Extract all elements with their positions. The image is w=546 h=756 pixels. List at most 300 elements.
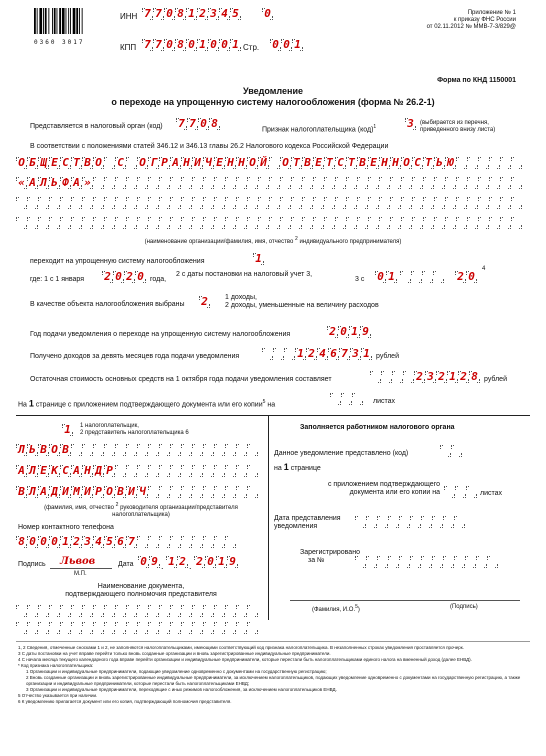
char-cell[interactable] (104, 444, 115, 456)
char-cell[interactable]: 2 (327, 326, 338, 338)
char-cell[interactable]: Р (93, 486, 104, 498)
char-cell[interactable] (273, 348, 284, 360)
doc-name-line-1[interactable] (16, 605, 258, 617)
char-cell[interactable] (410, 556, 421, 568)
char-cell[interactable]: 0 (208, 39, 219, 51)
char-cell[interactable]: 1 (230, 39, 241, 51)
date-year[interactable] (194, 556, 238, 568)
char-cell[interactable]: 1 (295, 348, 306, 360)
char-cell[interactable]: 2 (194, 556, 205, 568)
char-cell[interactable] (115, 217, 126, 229)
char-cell[interactable] (181, 217, 192, 229)
char-cell[interactable]: О (280, 157, 291, 169)
char-cell[interactable] (368, 217, 379, 229)
char-cell[interactable] (456, 177, 467, 189)
char-cell[interactable] (355, 516, 366, 528)
char-cell[interactable]: А (170, 157, 181, 169)
char-cell[interactable] (352, 393, 363, 405)
char-cell[interactable] (302, 177, 313, 189)
char-cell[interactable] (247, 486, 258, 498)
char-cell[interactable] (126, 465, 137, 477)
char-cell[interactable] (192, 536, 203, 548)
char-cell[interactable] (377, 556, 388, 568)
char-cell[interactable] (137, 622, 148, 634)
char-cell[interactable] (203, 605, 214, 617)
char-cell[interactable]: 0 (198, 118, 209, 130)
char-cell[interactable] (159, 622, 170, 634)
char-cell[interactable] (71, 605, 82, 617)
char-cell[interactable] (478, 157, 489, 169)
char-cell[interactable] (93, 197, 104, 209)
char-cell[interactable] (423, 197, 434, 209)
char-cell[interactable] (511, 197, 522, 209)
char-cell[interactable]: » (82, 177, 93, 189)
char-cell[interactable]: 5 (230, 8, 241, 20)
char-cell[interactable]: Т (71, 157, 82, 169)
char-cell[interactable] (27, 622, 38, 634)
char-cell[interactable]: О (104, 486, 115, 498)
char-cell[interactable]: А (38, 486, 49, 498)
char-cell[interactable] (489, 197, 500, 209)
char-cell[interactable] (137, 605, 148, 617)
char-cell[interactable]: 0 (27, 536, 38, 548)
char-cell[interactable] (214, 605, 225, 617)
char-cell[interactable]: Р (104, 465, 115, 477)
char-cell[interactable] (49, 197, 60, 209)
char-cell[interactable]: Н (181, 157, 192, 169)
char-cell[interactable] (203, 622, 214, 634)
char-cell[interactable] (466, 486, 477, 498)
org-line-2[interactable] (16, 177, 522, 189)
char-cell[interactable] (38, 217, 49, 229)
char-cell[interactable] (115, 177, 126, 189)
char-cell[interactable] (357, 197, 368, 209)
char-cell[interactable] (104, 605, 115, 617)
char-cell[interactable] (284, 348, 295, 360)
char-cell[interactable] (148, 465, 159, 477)
char-cell[interactable] (192, 605, 203, 617)
char-cell[interactable]: 7 (153, 8, 164, 20)
char-cell[interactable]: Ь (434, 157, 445, 169)
org-line-4[interactable] (16, 217, 522, 229)
char-cell[interactable] (203, 444, 214, 456)
char-cell[interactable] (49, 605, 60, 617)
char-cell[interactable]: Т (346, 157, 357, 169)
char-cell[interactable] (401, 217, 412, 229)
char-cell[interactable]: 7 (176, 118, 187, 130)
char-cell[interactable]: 3 (405, 118, 416, 130)
char-cell[interactable]: Т (423, 157, 434, 169)
char-cell[interactable] (137, 177, 148, 189)
char-cell[interactable] (341, 393, 352, 405)
char-cell[interactable]: 4 (317, 348, 328, 360)
char-cell[interactable] (467, 177, 478, 189)
char-cell[interactable] (115, 622, 126, 634)
char-cell[interactable]: 1 (349, 326, 360, 338)
char-cell[interactable] (214, 486, 225, 498)
char-cell[interactable]: О (93, 157, 104, 169)
char-cell[interactable] (16, 605, 27, 617)
char-cell[interactable] (82, 217, 93, 229)
char-cell[interactable] (181, 622, 192, 634)
char-cell[interactable] (181, 444, 192, 456)
char-cell[interactable]: 4 (219, 8, 230, 20)
char-cell[interactable] (335, 177, 346, 189)
char-cell[interactable]: Н (379, 157, 390, 169)
char-cell[interactable] (423, 177, 434, 189)
char-cell[interactable] (388, 556, 399, 568)
char-cell[interactable] (225, 486, 236, 498)
char-cell[interactable]: 9 (149, 556, 160, 568)
char-cell[interactable] (247, 177, 258, 189)
char-cell[interactable] (236, 197, 247, 209)
char-cell[interactable] (159, 536, 170, 548)
char-cell[interactable] (82, 197, 93, 209)
char-cell[interactable]: 2 (455, 271, 466, 283)
inn-cells[interactable] (142, 8, 241, 20)
office-date-cells[interactable] (355, 516, 465, 528)
char-cell[interactable]: 3 (82, 536, 93, 548)
char-cell[interactable]: Ч (203, 157, 214, 169)
char-cell[interactable] (115, 605, 126, 617)
char-cell[interactable]: 1 (447, 371, 458, 383)
inn-last-cell[interactable] (262, 8, 273, 20)
char-cell[interactable] (148, 444, 159, 456)
char-cell[interactable] (192, 444, 203, 456)
char-cell[interactable]: 2 (124, 271, 135, 283)
char-cell[interactable] (443, 556, 454, 568)
char-cell[interactable] (379, 197, 390, 209)
char-cell[interactable]: О (247, 157, 258, 169)
char-cell[interactable] (38, 622, 49, 634)
char-cell[interactable] (60, 197, 71, 209)
char-cell[interactable] (203, 486, 214, 498)
char-cell[interactable] (159, 197, 170, 209)
char-cell[interactable] (192, 217, 203, 229)
char-cell[interactable]: Е (38, 465, 49, 477)
char-cell[interactable]: Н (225, 157, 236, 169)
office-reg-cells[interactable] (355, 556, 498, 568)
char-cell[interactable] (445, 177, 456, 189)
char-cell[interactable]: 2 (458, 371, 469, 383)
char-cell[interactable] (291, 177, 302, 189)
char-cell[interactable] (330, 393, 341, 405)
char-cell[interactable] (313, 197, 324, 209)
char-cell[interactable]: 9 (360, 326, 371, 338)
char-cell[interactable] (225, 605, 236, 617)
char-cell[interactable] (181, 177, 192, 189)
char-cell[interactable] (104, 157, 115, 169)
char-cell[interactable] (115, 465, 126, 477)
char-cell[interactable] (421, 516, 432, 528)
char-cell[interactable]: 2 (414, 371, 425, 383)
char-cell[interactable] (225, 217, 236, 229)
filing-year-cells[interactable] (327, 326, 371, 338)
char-cell[interactable]: 0 (262, 8, 273, 20)
char-cell[interactable]: 3 (425, 371, 436, 383)
char-cell[interactable] (214, 197, 225, 209)
char-cell[interactable]: Ч (137, 486, 148, 498)
char-cell[interactable]: Л (38, 177, 49, 189)
char-cell[interactable] (324, 197, 335, 209)
char-cell[interactable] (181, 465, 192, 477)
page-cells[interactable] (270, 39, 303, 51)
char-cell[interactable] (148, 177, 159, 189)
char-cell[interactable]: Щ (38, 157, 49, 169)
char-cell[interactable] (511, 157, 522, 169)
char-cell[interactable] (126, 622, 137, 634)
char-cell[interactable] (247, 197, 258, 209)
char-cell[interactable]: Ф (60, 177, 71, 189)
char-cell[interactable]: 0 (270, 39, 281, 51)
char-cell[interactable] (445, 217, 456, 229)
char-cell[interactable] (82, 444, 93, 456)
char-cell[interactable] (137, 536, 148, 548)
char-cell[interactable] (366, 516, 377, 528)
char-cell[interactable] (214, 177, 225, 189)
option-3-year[interactable] (455, 271, 477, 283)
char-cell[interactable] (104, 177, 115, 189)
char-cell[interactable] (401, 177, 412, 189)
office-code-cells[interactable] (440, 445, 462, 457)
char-cell[interactable]: Н (236, 157, 247, 169)
char-cell[interactable]: 0 (186, 39, 197, 51)
char-cell[interactable]: 1 (361, 348, 372, 360)
char-cell[interactable] (412, 177, 423, 189)
char-cell[interactable]: О (49, 444, 60, 456)
char-cell[interactable] (126, 157, 137, 169)
org-line-3[interactable] (16, 197, 522, 209)
char-cell[interactable] (478, 177, 489, 189)
char-cell[interactable] (500, 177, 511, 189)
char-cell[interactable]: 8 (469, 371, 480, 383)
doc-name-line-2[interactable] (16, 622, 258, 634)
char-cell[interactable] (500, 217, 511, 229)
char-cell[interactable] (93, 444, 104, 456)
char-cell[interactable]: 7 (126, 536, 137, 548)
char-cell[interactable]: Й (258, 157, 269, 169)
char-cell[interactable] (225, 197, 236, 209)
char-cell[interactable]: Г (148, 157, 159, 169)
char-cell[interactable] (355, 556, 366, 568)
char-cell[interactable] (159, 465, 170, 477)
char-cell[interactable] (104, 217, 115, 229)
char-cell[interactable] (370, 371, 381, 383)
char-cell[interactable]: 2 (197, 8, 208, 20)
char-cell[interactable]: 7 (142, 8, 153, 20)
char-cell[interactable] (399, 516, 410, 528)
char-cell[interactable] (192, 622, 203, 634)
char-cell[interactable] (148, 605, 159, 617)
char-cell[interactable] (60, 217, 71, 229)
char-cell[interactable] (500, 157, 511, 169)
char-cell[interactable] (71, 197, 82, 209)
char-cell[interactable] (366, 556, 377, 568)
char-cell[interactable]: 1 (386, 271, 397, 283)
char-cell[interactable] (335, 197, 346, 209)
char-cell[interactable]: 0 (138, 556, 149, 568)
char-cell[interactable]: 7 (187, 118, 198, 130)
char-cell[interactable] (247, 605, 258, 617)
char-cell[interactable] (324, 217, 335, 229)
char-cell[interactable]: С (115, 157, 126, 169)
char-cell[interactable]: 1 (216, 556, 227, 568)
char-cell[interactable]: И (60, 486, 71, 498)
char-cell[interactable] (159, 444, 170, 456)
object-code-cell[interactable] (199, 296, 210, 308)
char-cell[interactable] (236, 605, 247, 617)
char-cell[interactable] (511, 177, 522, 189)
char-cell[interactable]: Д (93, 465, 104, 477)
char-cell[interactable] (126, 177, 137, 189)
char-cell[interactable]: К (49, 465, 60, 477)
char-cell[interactable]: Е (368, 157, 379, 169)
char-cell[interactable] (258, 177, 269, 189)
char-cell[interactable]: 7 (339, 348, 350, 360)
income-cells[interactable] (262, 348, 372, 360)
char-cell[interactable] (181, 486, 192, 498)
char-cell[interactable] (148, 486, 159, 498)
char-cell[interactable] (443, 516, 454, 528)
char-cell[interactable]: О (401, 157, 412, 169)
char-cell[interactable]: Ь (49, 177, 60, 189)
attach-sheets-cells[interactable] (330, 393, 363, 405)
char-cell[interactable]: А (71, 177, 82, 189)
option-3-month[interactable] (375, 271, 397, 283)
char-cell[interactable]: М (71, 486, 82, 498)
char-cell[interactable] (454, 556, 465, 568)
char-cell[interactable]: 0 (164, 8, 175, 20)
char-cell[interactable] (500, 197, 511, 209)
org-line-1[interactable] (16, 157, 522, 169)
char-cell[interactable] (444, 486, 455, 498)
char-cell[interactable] (465, 556, 476, 568)
char-cell[interactable] (225, 622, 236, 634)
char-cell[interactable] (434, 197, 445, 209)
char-cell[interactable] (27, 217, 38, 229)
char-cell[interactable] (269, 217, 280, 229)
char-cell[interactable] (456, 217, 467, 229)
char-cell[interactable] (247, 217, 258, 229)
char-cell[interactable] (225, 465, 236, 477)
char-cell[interactable] (357, 177, 368, 189)
char-cell[interactable]: Р (159, 157, 170, 169)
name-cells[interactable] (16, 465, 258, 477)
phone-cells[interactable] (16, 536, 236, 548)
char-cell[interactable] (346, 177, 357, 189)
char-cell[interactable]: В (60, 444, 71, 456)
char-cell[interactable] (192, 177, 203, 189)
char-cell[interactable] (390, 217, 401, 229)
char-cell[interactable] (148, 217, 159, 229)
char-cell[interactable] (137, 197, 148, 209)
date-day[interactable] (138, 556, 160, 568)
char-cell[interactable] (203, 465, 214, 477)
char-cell[interactable] (93, 177, 104, 189)
char-cell[interactable]: 2 (436, 371, 447, 383)
char-cell[interactable] (192, 486, 203, 498)
char-cell[interactable] (247, 465, 258, 477)
char-cell[interactable] (181, 605, 192, 617)
char-cell[interactable] (71, 444, 82, 456)
char-cell[interactable]: Е (214, 157, 225, 169)
char-cell[interactable] (489, 157, 500, 169)
char-cell[interactable] (49, 622, 60, 634)
char-cell[interactable] (313, 177, 324, 189)
char-cell[interactable] (181, 536, 192, 548)
char-cell[interactable]: В (302, 157, 313, 169)
char-cell[interactable] (27, 605, 38, 617)
char-cell[interactable]: 8 (209, 118, 220, 130)
char-cell[interactable] (148, 536, 159, 548)
char-cell[interactable] (27, 197, 38, 209)
char-cell[interactable] (170, 197, 181, 209)
char-cell[interactable] (368, 177, 379, 189)
char-cell[interactable] (170, 605, 181, 617)
char-cell[interactable] (390, 177, 401, 189)
char-cell[interactable]: 0 (49, 536, 60, 548)
char-cell[interactable]: 0 (38, 536, 49, 548)
transfer-code-cell[interactable] (253, 253, 264, 265)
char-cell[interactable] (236, 622, 247, 634)
char-cell[interactable] (170, 444, 181, 456)
char-cell[interactable] (434, 217, 445, 229)
char-cell[interactable]: 3 (208, 8, 219, 20)
char-cell[interactable] (511, 217, 522, 229)
char-cell[interactable] (247, 444, 258, 456)
char-cell[interactable]: 7 (142, 39, 153, 51)
char-cell[interactable] (236, 486, 247, 498)
char-cell[interactable] (214, 622, 225, 634)
char-cell[interactable] (203, 177, 214, 189)
char-cell[interactable] (440, 445, 451, 457)
char-cell[interactable] (432, 556, 443, 568)
char-cell[interactable] (148, 197, 159, 209)
char-cell[interactable]: 0 (164, 39, 175, 51)
char-cell[interactable] (16, 217, 27, 229)
char-cell[interactable]: 8 (175, 8, 186, 20)
char-cell[interactable] (137, 465, 148, 477)
char-cell[interactable] (454, 516, 465, 528)
char-cell[interactable] (368, 197, 379, 209)
char-cell[interactable]: Н (390, 157, 401, 169)
char-cell[interactable] (181, 197, 192, 209)
char-cell[interactable] (203, 536, 214, 548)
char-cell[interactable]: 2 (199, 296, 210, 308)
char-cell[interactable] (159, 217, 170, 229)
taxpayer-sign-cell[interactable] (405, 118, 416, 130)
char-cell[interactable]: Б (27, 157, 38, 169)
char-cell[interactable] (148, 622, 159, 634)
char-cell[interactable]: С (412, 157, 423, 169)
char-cell[interactable]: А (27, 177, 38, 189)
char-cell[interactable] (137, 444, 148, 456)
char-cell[interactable]: 2 (177, 556, 188, 568)
char-cell[interactable] (487, 556, 498, 568)
char-cell[interactable] (170, 177, 181, 189)
char-cell[interactable] (379, 177, 390, 189)
char-cell[interactable] (214, 217, 225, 229)
char-cell[interactable]: 6 (115, 536, 126, 548)
char-cell[interactable] (225, 177, 236, 189)
char-cell[interactable]: О (137, 157, 148, 169)
char-cell[interactable]: 7 (153, 39, 164, 51)
char-cell[interactable] (192, 197, 203, 209)
char-cell[interactable] (93, 622, 104, 634)
char-cell[interactable]: 9 (227, 556, 238, 568)
char-cell[interactable]: И (126, 486, 137, 498)
char-cell[interactable]: И (192, 157, 203, 169)
